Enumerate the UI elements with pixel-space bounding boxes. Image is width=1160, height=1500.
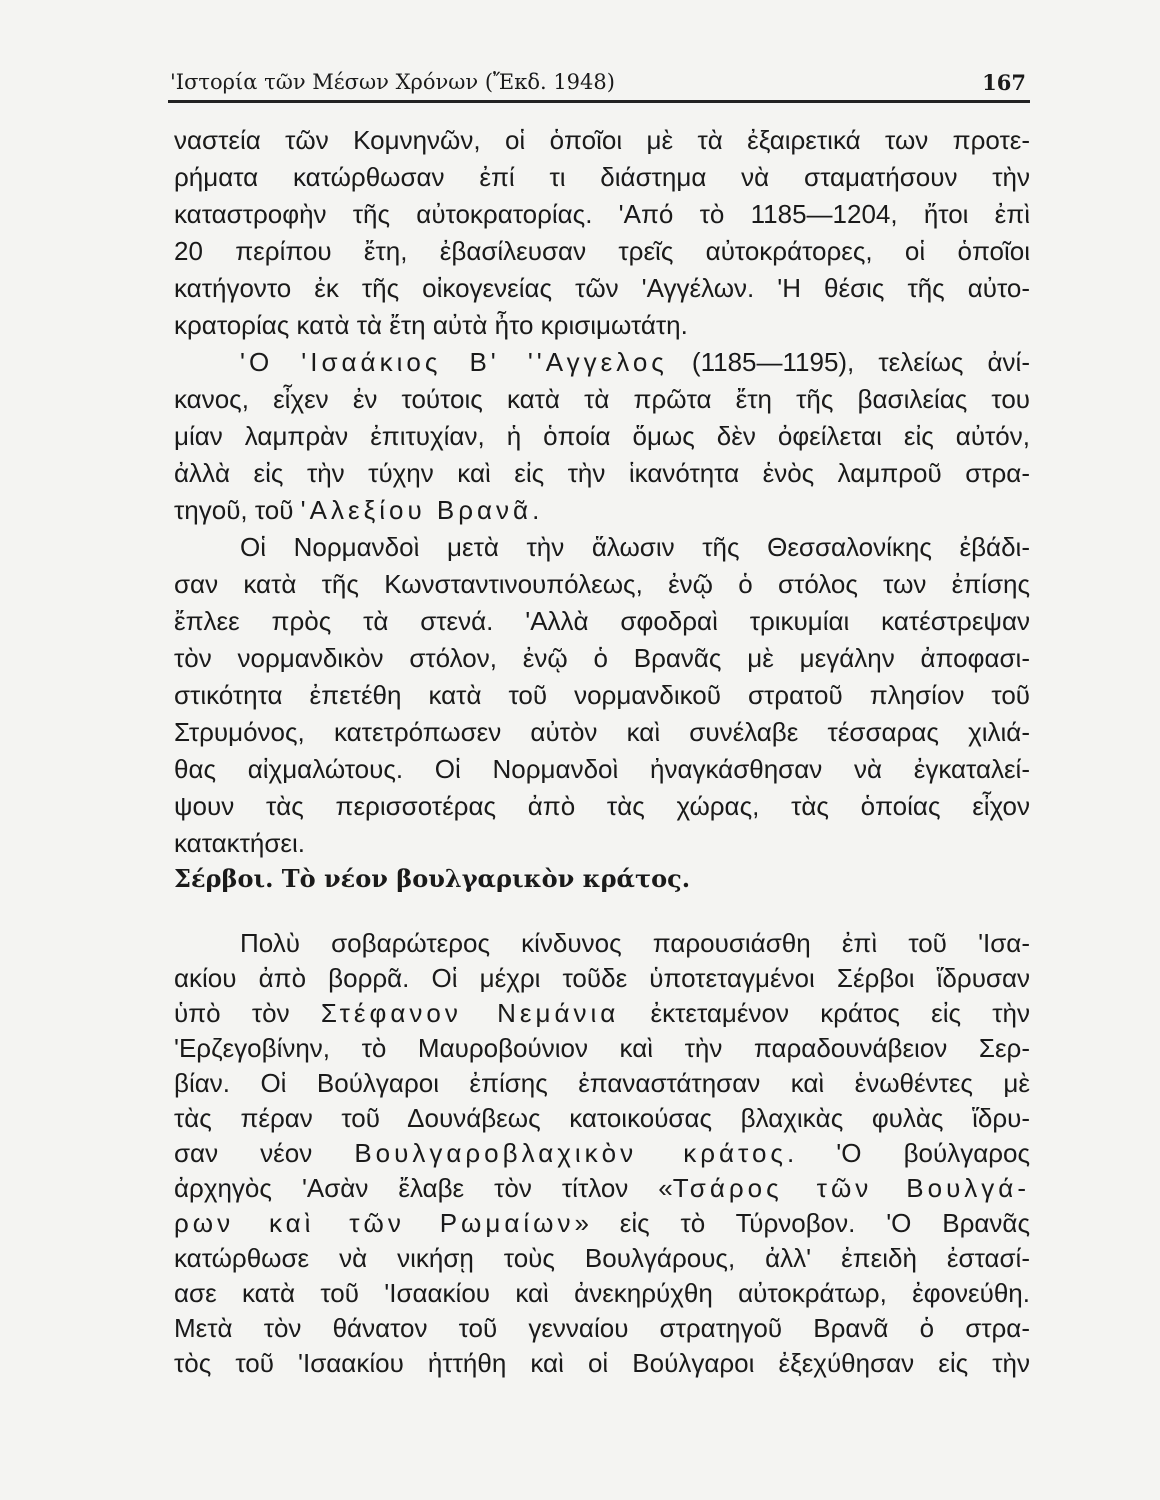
- text-segment: τὰς πέραν τοῦ Δουνάβεως κατοικούσας βλαχικὰς φυλὰς ἵδρυ-: [174, 1103, 1030, 1133]
- text-segment: κατώρθωσε νὰ νικήσῃ τοὺς Βουλγάρους, ἀλλ' ἐπειδὴ ἐστασί-: [174, 1243, 1030, 1273]
- text-line: [174, 1346, 1030, 1381]
- emphasized-text: Στέφανον Νεμάνια: [320, 998, 620, 1028]
- text-line: [174, 455, 1030, 492]
- text-segment: ἔπλεε πρὸς τὰ στενά. 'Αλλὰ σφοδραὶ τρικυμίαι κατέστρεψαν: [174, 606, 1030, 636]
- emphasized-text: 'Ο 'Ισαάκιος Β' ''Αγγελος: [240, 347, 668, 377]
- text-segment: 20 περίπου ἔτη, ἐβασίλευσαν τρεῖς αὐτοκράτορες, οἱ ὁποῖοι: [174, 236, 1030, 266]
- text-line: [174, 926, 1030, 961]
- page-number: 167: [982, 70, 1026, 95]
- text-line: [174, 1311, 1030, 1346]
- emphasized-text: ρων καὶ τῶν Ρωμαίων: [174, 1208, 575, 1238]
- text-segment: βίαν. Οἱ Βούλγαροι ἐπίσης ἐπαναστάτησαν καὶ ἑνωθέντες μὲ: [174, 1068, 1030, 1098]
- text-segment: (1185—1195), τελείως ἀνί-: [667, 347, 1030, 377]
- emphasized-text: 'Αλεξίου Βρανᾶ.: [300, 495, 544, 525]
- text-line: [174, 1171, 1030, 1206]
- text-segment: ρήματα κατώρθωσαν ἐπί τι διάστημα νὰ σταματήσουν τὴν: [174, 162, 1030, 192]
- text-line: [174, 714, 1030, 751]
- text-line: [174, 603, 1030, 640]
- running-header: [168, 64, 1030, 103]
- text-line: [174, 381, 1030, 418]
- text-segment: στικότητα ἐπετέθη κατὰ τοῦ νορμανδικοῦ στρατοῦ πλησίον τοῦ: [174, 680, 1030, 710]
- text-line: [174, 122, 1030, 159]
- text-segment: Οἱ Νορμανδοὶ μετὰ τὴν ἅλωσιν τῆς Θεσσαλονίκης ἐβάδι-: [240, 532, 1030, 562]
- text-segment: θας αἰχμαλώτους. Οἱ Νορμανδοὶ ἠναγκάσθησαν νὰ ἐγκαταλεί-: [174, 754, 1030, 784]
- text-segment: κρατορίας κατὰ τὰ ἔτη αὐτὰ ἦτο κρισιμωτάτη.: [174, 310, 688, 340]
- text-segment: ναστεία τῶν Κομνηνῶν, οἱ ὁποῖοι μὲ τὰ ἐξαιρετικά των προτε-: [174, 125, 1030, 155]
- text-line: [174, 1276, 1030, 1311]
- text-line: [174, 344, 1030, 381]
- text-segment: τηγοῦ, τοῦ: [174, 495, 301, 525]
- text-line: [174, 196, 1030, 233]
- text-line: [174, 270, 1030, 307]
- text-line: [174, 159, 1030, 196]
- text-line: [174, 566, 1030, 603]
- text-segment: καταστροφὴν τῆς αὐτοκρατορίας. 'Από τὸ 1185—1204, ἤτοι ἐπὶ: [174, 199, 1030, 229]
- text-line: [174, 1241, 1030, 1276]
- lower-text-block: [174, 926, 1030, 1381]
- text-segment: κανος, εἶχεν ἐν τούτοις κατὰ τὰ πρῶτα ἔτη τῆς βασιλείας του: [174, 384, 1030, 414]
- text-line: [174, 529, 1030, 566]
- text-segment: ἀλλὰ εἰς τὴν τύχην καὶ εἰς τὴν ἱκανότητα ἑνὸς λαμπροῦ στρα-: [174, 458, 1030, 488]
- text-segment: Στρυμόνος, κατετρόπωσεν αὐτὸν καὶ συνέλαβε τέσσαρας χιλιά-: [174, 717, 1030, 747]
- text-line: [174, 307, 1030, 344]
- text-segment: κατήγοντο ἐκ τῆς οἰκογενείας τῶν 'Αγγέλων. 'Η θέσις τῆς αὐτο-: [174, 273, 1030, 303]
- text-line: [174, 677, 1030, 714]
- text-line: [174, 751, 1030, 788]
- text-line: [174, 961, 1030, 996]
- text-segment: . 'Ο βούλγαρος: [786, 1138, 1031, 1168]
- text-line: [174, 825, 1030, 862]
- emphasized-text: Τσάρος τῶν Βουλγά-: [672, 1173, 1030, 1203]
- text-segment: μίαν λαμπρὰν ἐπιτυχίαν, ἡ ὁποία ὅμως δὲν ὀφείλεται εἰς αὐτόν,: [174, 421, 1030, 451]
- text-segment: σαν νέον: [174, 1138, 355, 1168]
- text-segment: ἐκτεταμένον κράτος εἰς τὴν: [619, 998, 1031, 1028]
- text-segment: Μετὰ τὸν θάνατον τοῦ γενναίου στρατηγοῦ Βρανᾶ ὁ στρα-: [174, 1313, 1030, 1343]
- text-segment: ασε κατὰ τοῦ 'Ισαακίου καὶ ἀνεκηρύχθη αὐτοκράτωρ, ἐφονεύθη.: [174, 1278, 1030, 1308]
- text-line: [174, 418, 1030, 455]
- text-segment: σαν κατὰ τῆς Κωνσταντινουπόλεως, ἐνῷ ὁ στόλος των ἐπίσης: [174, 569, 1030, 599]
- text-segment: ακίου ἀπὸ βορρᾶ. Οἱ μέχρι τοῦδε ὑποτεταγμένοι Σέρβοι ἵδρυσαν: [174, 963, 1030, 993]
- text-line: [174, 492, 1030, 529]
- text-segment: τὸς τοῦ 'Ισαακίου ἡττήθη καὶ οἱ Βούλγαροι ἐξεχύθησαν εἰς τὴν: [174, 1348, 1030, 1378]
- text-line: [174, 1101, 1030, 1136]
- text-line: [174, 1066, 1030, 1101]
- book-title: 'Ιστορία τῶν Μέσων Χρόνων (Ἔκδ. 1948): [170, 70, 615, 94]
- text-segment: τὸν νορμανδικὸν στόλον, ἐνῷ ὁ Βρανᾶς μὲ μεγάλην ἀποφασι-: [174, 643, 1030, 673]
- text-line: [174, 233, 1030, 270]
- section-heading: Σέρβοι. Τὸ νέον βουλγαρικὸν κράτος.: [174, 864, 691, 893]
- text-segment: ἀρχηγὸς 'Ασὰν ἔλαβε τὸν τίτλον «: [174, 1173, 673, 1203]
- text-segment: 'Ερζεγοβίνην, τὸ Μαυροβούνιον καὶ τὴν παραδουνάβειον Σερ-: [174, 1033, 1030, 1063]
- text-line: [174, 640, 1030, 677]
- text-segment: Πολὺ σοβαρώτερος κίνδυνος παρουσιάσθη ἐπὶ τοῦ 'Ισα-: [240, 928, 1030, 958]
- emphasized-text: Βουλγαροβλαχικὸν κράτος: [354, 1138, 787, 1168]
- text-line: [174, 788, 1030, 825]
- text-segment: ὑπὸ τὸν: [174, 998, 321, 1028]
- text-line: [174, 1031, 1030, 1066]
- text-segment: » εἰς τὸ Τύρνοβον. 'Ο Βρανᾶς: [574, 1208, 1030, 1238]
- text-line: [174, 996, 1030, 1031]
- text-segment: ψουν τὰς περισσοτέρας ἀπὸ τὰς χώρας, τὰς ὁποίας εἶχον: [174, 791, 1030, 821]
- text-line: [174, 1136, 1030, 1171]
- text-line: [174, 1206, 1030, 1241]
- text-segment: κατακτήσει.: [174, 828, 306, 858]
- upper-text-block: [174, 122, 1030, 862]
